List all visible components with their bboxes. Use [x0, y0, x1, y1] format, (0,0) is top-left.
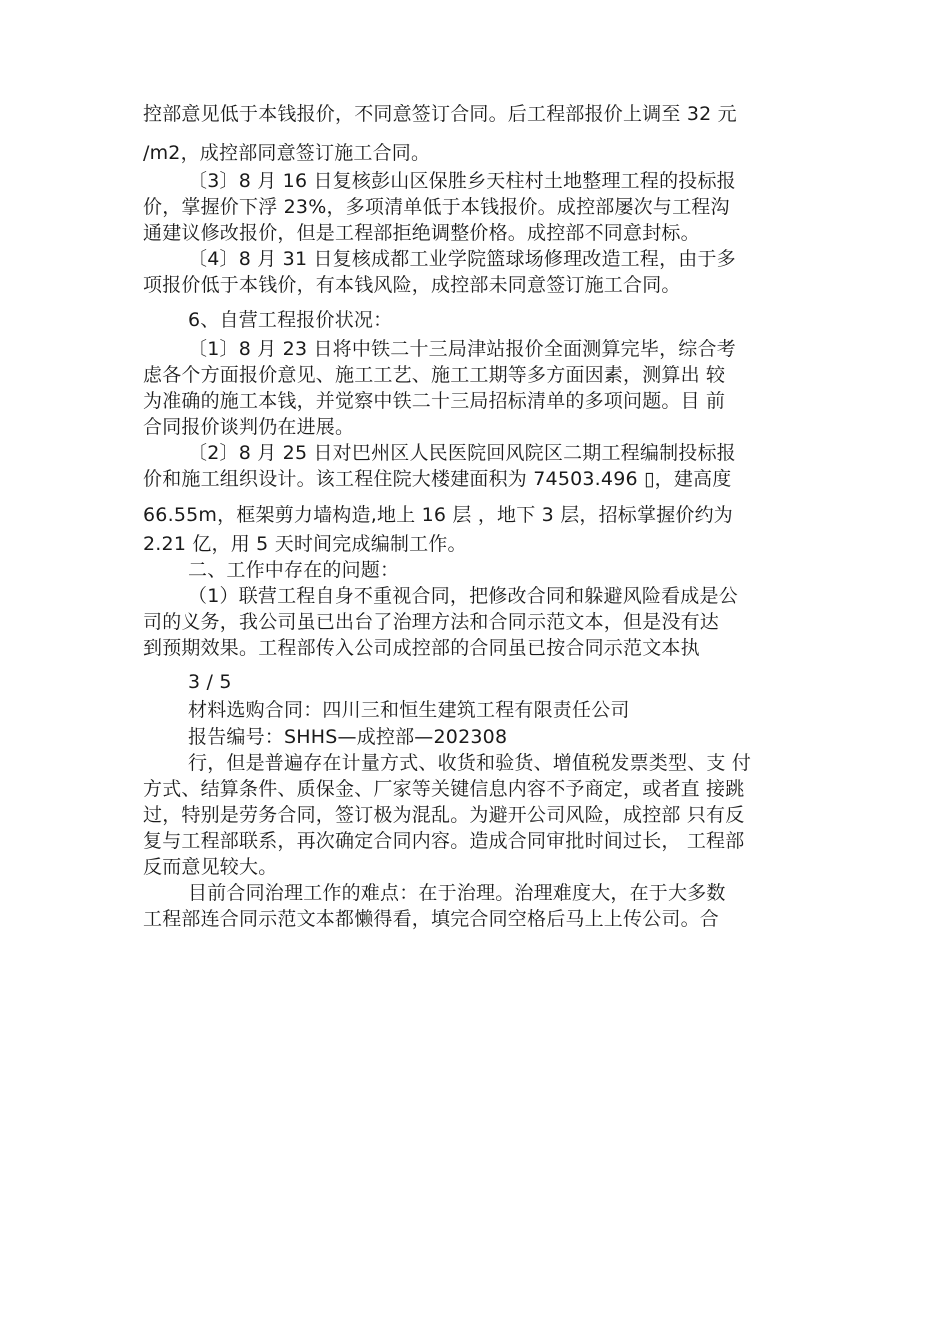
text-line: 方式、结算条件、质保金、厂家等关键信息内容不予商定，或者直 接跳 [143, 778, 745, 800]
text-line: 到预期效果。工程部传入公司成控部的合同虽已按合同示范文本执 [143, 637, 700, 659]
section-heading: 6、自营工程报价状况： [188, 309, 393, 331]
text-line: 〔2〕8 月 25 日对巴州区人民医院回风院区二期工程编制投标报 [188, 442, 736, 464]
text-line: 价，掌握价下浮 23%，多项清单低于本钱报价。成控部屡次与工程沟 [143, 196, 730, 218]
text-line: 2.21 亿，用 5 天时间完成编制工作。 [143, 533, 467, 555]
text-line: 〔4〕8 月 31 日复核成都工业学院篮球场修理改造工程，由于多 [188, 248, 736, 270]
text-line: 工程部连合同示范文本都懒得看，填完合同空格后马上上传公司。合 [143, 908, 720, 930]
text-line: 复与工程部联系，再次确定合同内容。造成合同审批时间过长， 工程部 [143, 830, 745, 852]
contract-header: 材料选购合同：四川三和恒生建筑工程有限责任公司 [188, 699, 630, 721]
text-line: 66.55m，框架剪力墙构造,地上 16 层 ，地下 3 层，招标掌握价约为 [143, 504, 734, 526]
section-heading: 二、工作中存在的问题： [188, 559, 400, 581]
text-line: 虑各个方面报价意见、施工工艺、施工工期等多方面因素，测算出 较 [143, 364, 726, 386]
text-line: 控部意见低于本钱报价，不同意签订合同。后工程部报价上调至 32 元 [143, 103, 737, 125]
text-line: /m2，成控部同意签订施工合同。 [143, 142, 431, 164]
text-line: 〔1〕8 月 23 日将中铁二十三局津站报价全面测算完毕，综合考 [188, 338, 736, 360]
text-line: （1）联营工程自身不重视合同，把修改合同和躲避风险看成是公 [188, 585, 738, 607]
text-line: 合同报价谈判仍在进展。 [143, 416, 355, 438]
text-line: 项报价低于本钱价，有本钱风险，成控部未同意签订施工合同。 [143, 274, 681, 296]
text-line: 〔3〕8 月 16 日复核彭山区保胜乡天柱村土地整理工程的投标报 [188, 170, 736, 192]
page-number: 3 / 5 [188, 671, 232, 693]
text-line: 行，但是普遍存在计量方式、收货和验货、增值税发票类型、支 付 [188, 752, 752, 774]
text-line: 目前合同治理工作的难点：在于治理。治理难度大，在于大多数 [188, 882, 726, 904]
text-line: 过，特别是劳务合同，签订极为混乱。为避开公司风险，成控部 只有反 [143, 804, 745, 826]
text-line: 为准确的施工本钱，并觉察中铁二十三局招标清单的多项问题。目 前 [143, 390, 726, 412]
report-number: 报告编号：SHHS—成控部—202308 [188, 726, 508, 748]
text-line: 司的义务，我公司虽已出台了治理方法和合同示范文本，但是没有达 [143, 611, 720, 633]
text-line: 反而意见较大。 [143, 856, 278, 878]
text-line: 通建议修改报价，但是工程部拒绝调整价格。成控部不同意封标。 [143, 222, 700, 244]
text-line: 价和施工组织设计。该工程住院大楼建面积为 74503.496 ▯，建高度 [143, 468, 732, 490]
